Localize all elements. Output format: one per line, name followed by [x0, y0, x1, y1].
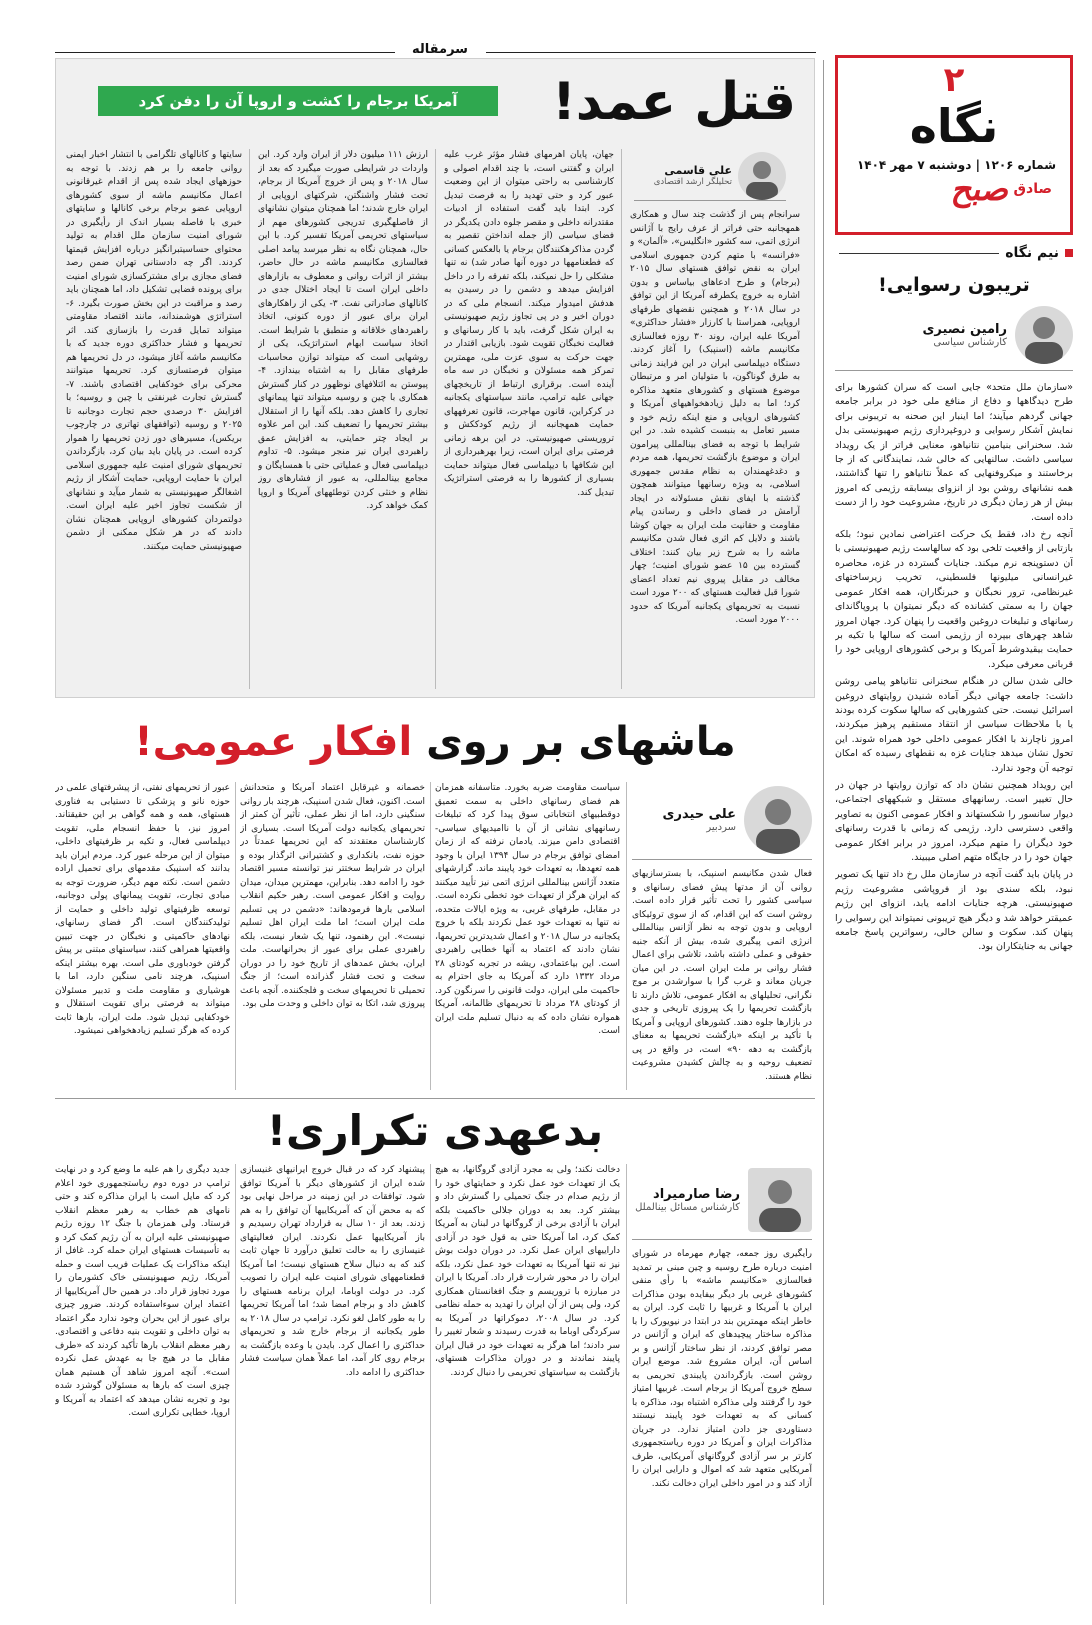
sidebar-paragraph: «سازمان ملل متحد» جایی است که سران کشورها برای طرح دیدگاهها و دفاع از منافع ملی خود در برابر جامعه جهانی گردهم میآیند؛ اما اینبار این صحنه به تریبونی برای نمایش آشکار رسوایی و دروغپردازی رژیم صهیونیستی بدل شد. سخنرانی بنیامین نتانیاهو، معنایی فراتر از یک رویداد سیاسی داشت. سالنهایی که خالی شد، نمایندگانی که از جا برخاستند و میکروفنهایی که عملاً نتانیاهو را تنها گذاشتند، همه نشانهای روشن بود از انزوای بیسابقه رژیمی که امروز بیش از هر زمان دیگری در تاریخ، مشروعیت خود را از دست داده است.: [835, 382, 1073, 523]
editorial-subheadline-bar: [98, 86, 498, 116]
article2-author-name: علی حیدری: [662, 806, 736, 822]
article2-author-role: سردبیر: [706, 821, 736, 833]
editorial-column-2: جهان، پایان اهرمهای فشار مؤثر غرب علیه ایران و گفتنی است، با چند اقدام اصولی و کارشناسی به راحتی میتوان از این وضعیت عبور کرد و حتی تهدید را به فرصت تبدیل کرد. ابتدا باید گفت استفاده از ادبیات مقتدرانه داخلی و مقصر جلوه دادن یکدیگر در فضای سیاسی (از جمله انداختن تقصیر به گردن مذاکرهکنندگان برجام یا بالعکس کسانی که فطعنامهها در دوره آنها صادر شد) نه تنها مشکلی را حل نمیکند، بلکه تفرقه را در داخل افزایش میدهد و دشمن را در رسیدن به هدفش امیدوار میکند. انسجام ملی که در دوران اخیر و در پی تجاوز رژیم صهیونیستی به ایران شکل گرفت، باید با کار رسانهای و فعالیت نخبگان تقویت شود. بازیابی اقتدار در جهت حرکت به سوی عزت ملی، مهمترین تمرکز همه مسئولان و نخبگان در سه ماه آینده است. برقراری ارتباط از تاریخچهای جهانی علیه ترامپ، مانند سیاستهای یکجانبه در کرکراین، قانون مهاجرت، قانون تعرفههای حمایت همهجانبه از رژیم کودککش و تروریستی صهیونیستی. در این برهه زمانی فرصتی برای ایران است، زیرا بهرهبرداری از این شکافها با دیپلماسی فعال میتواند حمایت بسیاری از کشورها را به فرصتی استراتژیک تبدیل کند.: [444, 150, 614, 498]
brand-prefix: صادق: [1013, 181, 1052, 197]
sidebar-paragraph: این رویداد همچنین نشان داد که توازن روایتها در جهان در حال تغییر است. رسانههای مستقل و شبکههای اجتماعی، دیوار سانسور را شکستهاند و افکار عمومی اکنون به تصاویر واقعی دسترسی دارد. رژیمی که زمانی با قدرت رسانهای خود دیگران را متهم میکرد، امروز در برابر افکار عمومی جهان خود را در جایگاه متهم اصلی میبیند.: [835, 779, 1073, 863]
section-tag-label: سرمقاله: [412, 42, 468, 57]
column-divider: [235, 1164, 236, 1604]
article3-column-1: رأیگیری روز جمعه، چهارم مهرماه در شورای امنیت درباره طرح روسیه و چین مبنی بر تمدید فعالسازی «مکانیسم ماشه» با رأی منفی کشورهای غربی بار دیگر بیفایده بودن مذاکرات ایران با آمریکا و غربیها را ثابت کرد. ایران به خاطر اینکه مهمترین بند در ابتدا در نیویورک را با مذاکره ساختار پیچیدهای که ایران و آژانس در مصر توافق کردند، از نظر ساختار آژانس و بر اساس آن، ایران مشروع شد. موضع ایران روشن است. بازگرداندن پایبندی تحریمی به سطح خروج آمریکا از برجام است. غربیها امتیاز خود را گرفتند ولی مذاکره اشتباه بود، مذاکره با کسانی که به تعهدات خود پایبند نیستند دستاوردی جز دادن امتیاز ندارد. در جریان مذاکرات ایران و آمریکا در دوره ریاستجمهوری کارتر بر سر آزادی گروگانهای آمریکایی، طرف آمریکایی متعهد شد که اموال و دارایی ایران را آزاد کند و در امور داخلی ایران دخالت نکند.: [632, 1249, 812, 1489]
sidebar-author-name: رامین نصیری: [922, 322, 1007, 337]
page-number: ۲: [943, 60, 965, 100]
column-divider: [249, 149, 250, 689]
article3-author-role: کارشناس مسائل بینالملل: [635, 1201, 740, 1213]
sidebar-author-role: کارشناس سیاسی: [933, 337, 1007, 348]
article3-headline: بدعهدی تکراری!: [266, 1106, 604, 1155]
sidebar-section-label: نیم نگاه: [1005, 245, 1059, 261]
editorial-author-role: تحلیلگر ارشد اقتصادی: [653, 177, 732, 187]
editorial-headline: قتل عمد!: [552, 72, 796, 132]
sidebar-headline: تریبون رسوایی!: [878, 274, 1030, 296]
person-icon: [748, 1168, 812, 1232]
column-divider: [235, 782, 236, 1090]
brand-logo: [838, 170, 1070, 210]
sidebar-divider: [823, 60, 824, 1605]
sidebar-paragraph: آنچه رخ داد، فقط یک حرکت اعتراضی نمادین نبود؛ بلکه بازتابی از واقعیت تلخی بود که سالهاست رژیم صهیونیستی با آن دستوپنجه نرم میکند. جنایات گسترده در غزه، محاصره غیرانسانی میلیونها فلسطینی، تخریب زیرساختهای غیرنظامی، ترور نخبگان و خبرنگاران، همه افکار عمومی جهان را به سمتی کشانده که دیگر نمیتوان با پروپاگاندای رسانهای و تبلیغات دروغین واقعیت را پنهان کرد. جهان امروز شاهد چهرهای بیپرده از رژیمی است که سالها با تکیه بر حمایت بیقیدوشرط آمریکا و برخی کشورهای اروپایی خود را قربانی معرفی میکرد.: [835, 529, 1073, 670]
sidebar-paragraph: خالی شدن سالن در هنگام سخنرانی نتانیاهو پیامی روشن داشت: جامعه جهانی دیگر آماده شنیدن روایتهای دروغین اسرائیل نیست. حتی کشورهایی که سالها سکوت کرده بودند یا با ملاحظات سیاسی از انتقاد مستقیم پرهیز میکردند، امروز ناچارند با افکار عمومی داخلی خود همراه شوند. این تحول نشان میدهد جنایات غزه به نقطهای رسیده که امکان توجیه آن وجود ندارد.: [835, 676, 1073, 774]
article2-author: [632, 780, 812, 860]
top-divider: [55, 52, 395, 53]
column-divider: [430, 782, 431, 1090]
article3-column-3: پیشنهاد کرد که در قبال خروج ایرانیهای غنیسازی شده ایران از کشورهای دیگر با آمریکا توافق شود. توافقات در این زمینه در مراحل نهایی بود که به محض آن که آمریکاییها آن توافق را به هم زدند. بعد از ۱۰ سال به قرارداد تهران رسیدیم و باز آمریکاییها عمل نکردند. ایران فعالیتهای غنیسازی را به حالت تعلیق درآورد تا جهان ثابت کند که به دنبال سلاح هستهای نیست؛ اما آمریکا قطعنامههای شورای امنیت علیه ایران را تصویب کرد. در دولت اوباما، ایران برنامه هستهای را کاهش داد و برجام امضا شد؛ اما آمریکا تحریمها را به طور کامل لغو نکرد. ترامپ در سال ۲۰۱۸ به طور یکجانبه از برجام خارج شد و تحریمهای حداکثری را اعمال کرد. بایدن با وعده بازگشت به برجام روی کار آمد، اما عملاً همان سیاست فشار حداکثری را ادامه داد.: [240, 1165, 425, 1378]
column-divider: [435, 149, 436, 689]
issue-line: شماره ۱۲۰۶ | دوشنبه ۷ مهر ۱۴۰۴: [856, 158, 1056, 172]
person-icon: [738, 152, 786, 200]
sidebar-paragraph: در پایان باید گفت آنچه در سازمان ملل رخ داد تنها یک تصویر نبود، بلکه سندی بود از فروپاشی مشروعیت رژیم صهیونیستی. هرچه جنایات ادامه یابد، انزوای این رژیم عمیقتر خواهد شد و دیگر هیچ تریبونی نمیتواند این رسوایی را پنهان کند. سکوت و سالن خالی، رسواترین پاسخ جامعه جهانی به جنایتکاران بود.: [835, 869, 1073, 953]
article3-author-name: رضا صارمیراد: [653, 1186, 740, 1202]
column-divider: [430, 1164, 431, 1604]
column-divider: [626, 1164, 627, 1604]
author-avatar: [1015, 306, 1073, 364]
sidebar-body: [835, 381, 1073, 1625]
editorial-column-1: سرانجام پس از گذشت چند سال و همکاری همهجانبه حتی فراتر از عرف رایج با آژانس انرژی اتمی، سه کشور «انگلیس»، «آلمان» و «فرانسه» با متهم کردن جمهوری اسلامی ایران به نقض توافق هستهای سال ۲۰۱۵ (برجام) و طرح ادعاهای بیاساس و بدون اشاره به خروج یکطرفه آمریکا از این توافق در سال ۲۰۱۸ و همچنین نقضهای طرفهای اروپایی، همراستا با کارزار «فشار حداکثری» آمریکا علیه ایران، روند ۳۰ روزه فعالسازی مکانیسم ماشه (اسنپبک) را آغاز کردند. دستگاه دیپلماسی ایران در این فرایند زمانی به طرق گوناگون، با متولیان امر و مرتبطان موضوع هستهای و کشورهای متعهد مذاکره کرد؛ اما به دلیل زیادهخواهیهای آمریکا و کشورهای اروپایی و منع اینکه رژیم خود و مسیر تعامل به بنبست کشیده شد. در این شرایط با توجه به فضای بینالمللی پیرامون ایران و موضوع بازگشت تحریمها، همه مردم و دغدغهمندان به نظام مقدس جمهوری اسلامی، به ویژه رسانهها میتوانند همچون گذشته با ایفای نقش مسئولانه در ایجاد آرامش در فضای داخلی و رساندن پیام مقاومت و حقانیت ملت ایران به جهان کوشا باشند و دلایل کم اثری فعال شدن مکانیسم ماشه را به شرح زیر بیان کنند: اختلاف گسترده بین ۱۵ عضو شورای امنیت؛ چهار مخالف در مقابل پیروی نیم تعداد اعضای شورا قبل فعالیت هستهای که ۲۰۰ مورد است نسبت به تحریمهای یکجانبه آمریکا که حدود ۲۰۰۰ مورد است.: [630, 210, 800, 625]
section-divider: [55, 1098, 815, 1099]
article3-author: [632, 1160, 812, 1240]
editorial-box: [55, 58, 815, 698]
article2-headline-red: افکار عمومی!: [134, 719, 413, 765]
editorial-subheadline: آمریکا برجام را کشت و اروپا آن را دفن کرد: [138, 92, 458, 110]
article2-headline: [55, 712, 815, 772]
red-square-icon: [1065, 249, 1073, 257]
article2-headline-black: ماشهای بر روی: [426, 719, 736, 765]
brand-name: صبح: [950, 170, 1008, 208]
article2-column-4: عبور از تحریمهای نفتی، از پیشرفتهای علمی در حوزه نانو و پزشکی تا دستیابی به فناوری هستهای، همه و همه گواهی بر این حقیقتاند. امروز نیز، با حفظ انسجام ملی، تقویت دیپلماسی فعال، و تکیه بر ظرفیتهای داخلی، میتوان از این مرحله عبور کرد. مردم ایران باید بدانند که اسنپبک مقدمهای برای تحمیل اراده دشمن است. نکته مهم دیگر، ضرورت توجه به مبادی تجارت، تقویت پیمانهای پولی دوجانبه، توسعه ظرفیتهای تولید داخلی و حمایت از تولیدکنندگان است. اگر فضای رسانهای، نهادهای حاکمیتی و نخبگان در جهت تبیین واقعیتها همراهی کنند، سیاستهای مبتنی بر پیش گرفتن خودباوری ملی است. بهره بیشتر اینکه اسنپبک، هرچند نامی سنگین دارد، اما با هوشیاری و مقاومت ملت و تدبیر مسئولان میتواند به فرصتی برای تقویت استقلال و خودکفایی تبدیل شود. ملت ایران، بارها ثابت کرده که هرگز تسلیم زیادهخواهی نمیشود.: [55, 783, 230, 1036]
person-icon: [1015, 306, 1073, 364]
article2-column-2: سیاست مقاومت ضربه بخورد. متأسفانه همزمان هم فضای رسانهای داخلی به سمت تعمیق دوقطبیهای انتخاباتی سوق پیدا کرد که تبلیغات رسانههای نشانی از آن با ناامیدیهای سیاسی-اقتصادی دامن میزند. یادمان نرفته که از زمان امضای توافق برجام در سال ۱۳۹۴ ایران با وجود همه تعهدها، به تعهدات خود پایبند ماند. گزارشهای متعدد آژانس بینالمللی انرژی اتمی نیز تأیید میکنند که ایران هرگز از تعهدات خود تخطی نکرده است. در مقابل، طرفهای غربی، به ویژه ایالات متحده، نه تنها به تعهدات خود عمل نکردند بلکه با خروج یکجانبه در سال ۲۰۱۸ و اعمال شدیدترین تحریمها، نشان دادند که اعتماد به آنها خطایی راهبردی است. این بیاعتمادی، ریشه در تجربه کودتای ۲۸ مرداد ۱۳۳۲ دارد که آمریکا به جای احترام به حاکمیت ملی ایران، دولت قانونی را سرنگون کرد. از کودتای ۲۸ مرداد تا تحریمهای ظالمانه، آمریکا همواره نشان داده که به دنبال تسلیم ملت ایران است.: [435, 783, 620, 1036]
author-avatar: [748, 1168, 812, 1232]
editorial-author-name: علی قاسمی: [664, 164, 732, 177]
sidebar-section-header: [835, 240, 1073, 266]
article2-column-3: خصمانه و غیرقابل اعتماد آمریکا و متحدانش است. اکنون، فعال شدن اسنپبک، هرچند بار روانی سنگینی دارد، اما از نظر عملی، تأثیر آن کمتر از تحریمهای یکجانبه دولت آمریکا است. بسیاری از کارشناسان معتقدند که این تحریمها عمدتاً در حوزه نفت، بانکداری و کشتیرانی اثرگذار بوده و ایران در شرایط سختتر نیز توانسته مسیر اقتصاد خود را ادامه دهد. بنابراین، مهمترین میدان، میدان روایت و افکار عمومی است. رهبر حکیم انقلاب اسلامی بارها فرمودهاند: «دشمن در پی تسلیم ملت ایران است؛ اما ملت ایران اهل تسلیم نیست». این رهنمود، تنها یک شعار نیست، بلکه راهبردی عملی برای عبور از بحرانهاست. ملت ایران، بخش عمدهای از تاریخ خود را در دوران سخت و تحت فشار گذرانده است؛ از جنگ تحمیلی تا تحریمهای سخت و فلجکننده. آنچه باعث پیروزی شد، اتکا به توان داخلی و وحدت ملی بود.: [240, 783, 425, 1009]
editorial-author: [634, 151, 786, 201]
section-name: نگاه: [909, 99, 999, 153]
editorial-column-3: ارزش ۱۱۱ میلیون دلار از ایران وارد کرد. این واردات در شرایطی صورت میگیرد که بعد از سال ۲۰۱۸ و پس از خروج آمریکا از برجام، تحت فشار واشنگتن، شرکتهای اروپایی از ایران خارج شدند؛ اما همچنان میتوان نشانهای از فاصلهگیری تدریجی کشورهای مهم از سیاستهای تحریمی آمریکا تفسیر کرد. با این حال، همچنان نگاه به نظر میرسد پیامد اصلی فعالسازی مکانیسم ماشه در حال حاضر، بیشتر از اثرات روانی و معطوف به بازارهای داخلی ایران است تا ایجاد اختلال جدی در کانالهای صادراتی نفت. ۳- یکی از راهکارهای ایران برای عبور از دوره کنونی، اتخاذ راهبردهای خلاقانه و منطبق با شرایط است. اتخاذ سیاست ابهام استراتژیک، یکی از روشهایی است که میتواند توازن محاسبات طرفهای مقابل را به اشتباه بیندازد. ۴- پیوستن به ائتلافهای نوظهور در کنار گسترش همکاری با چین و روسیه میتواند تنها پیمانهای تجاری را کاهش دهد. بلکه آنها را از استقلال بیشتر تحریمها را تضعیف کند. این امر علاوه بر ایجاد چتر حمایتی، به افزایش عمق راهبردی ایران نیز منجر میشود. ۵- تداوم دیپلماسی فعال و عملیاتی حتی با همسایگان و مجامع بینالمللی، به عبور از فشارهای روز نظام و خنثی کردن توطئههای آمریکا و اروپا کمک خواهد کرد.: [258, 150, 428, 511]
article3-column-2: دخالت نکند؛ ولی به مجرد آزادی گروگانها، به هیچ یک از تعهدات خود عمل نکرد و حمایتهای خود را از رژیم صدام در جنگ تحمیلی را گسترش داد و بیشتر کرد. بعد به دوران جلالی حاکمیت بلکه ایران با آزادی برخی از گروگانها در لبنان به آمریکا کمک کرد، اما آمریکا حتی به قول خود در آزادی داراییهای ایران عمل نکرد. در دوران دولت بوش نیز نه تنها آمریکا به تعهدات خود عمل نکرد، بلکه ایران را در محور شرارت قرار داد. آمریکا با ایران در مبارزه با تروریسم و جنگ افغانستان همکاری کرد، ولی پس از آن ایران را تهدید به حمله نظامی کرد. در سال ۲۰۰۸، دموکراتها در آمریکا به سرکردگی اوباما به قدرت رسیدند و شعار تغییر را سر دادند؛ اما هرگز به تعهدات خود در قبال ایران پایبند نماندند و در دوران مذاکرات هستهای، بازگشت به سیاستهای تحریمی را دنبال کردند.: [435, 1165, 620, 1378]
author-avatar: [744, 786, 812, 854]
sidebar-column: [835, 240, 1073, 1605]
divider-line: [839, 253, 999, 254]
editorial-column-4: سایتها و کانالهای تلگرامی با انتشار اخبار ایمنی روانی جامعه را بر هم زدند. با توجه به حوزههای ایجاد شده پس از اقدام غیرقانونی اعمال مکانیسم ماشه از سوی کشورهای اروپایی عضو برجام برخی کانالها و سایتهای خبری با فاصله بسیار اندک از رأیگیری در شورای امنیت سازمان ملل اقدام به تولید محتوای حساسیتبرانگیز درباره افزایش قیمتها کردند. اگر چه دادستانی تهران ضمن رصد فضای مجازی برای مشترکسازی شورای امنیت برای پرونده قضایی تشکیل داد، اما همچنان باید رصد و مراقبت در این بخش صورت بگیرد. ۶- استراتژی هوشمندانه، مانند اقتصاد مقاومتی میتواند تمایل قدرت را بازسازی کند. اثر تحریمها و فشار حداکثری دوره جدید که با مکانیسم ماشه آغاز میشود، در دل تحریمها هم میتوان فرصتسازی کرد. تحریمها میتوانند محرکی برای خودکفایی اقتصادی باشند. ۷- گسترش تجارت غیرنفتی با چین و روسیه؛ با افزایش ۳۰ درصدی حجم تجارت دوجانبه تا ۲۰۲۵ و روسیه (توافقهای تهاتری در چارچوب بریکس)، مسیرهای دور زدن تحریمها را هموار کرده است. در پایان باید بیان کرد، بازگرداندن تحریمهای شورای امنیت علیه جمهوری اسلامی ایران با حمایت اروپایی، حمایت آشکار از رژیم اشغالگر صهیونیستی به شمار میآید و نشانهای از شکست تجاوز اخیر علیه ایران است. دولتمردان کشورهای اروپایی همچنان نشان دادند که در هر شکل ممکنی از دشمن صهیونیستی حمایت میکنند.: [66, 150, 242, 552]
page-header-box: [835, 55, 1073, 235]
sidebar-author: [835, 306, 1073, 371]
column-divider: [626, 782, 627, 1090]
top-divider: [486, 52, 816, 53]
person-icon: [744, 786, 812, 854]
article2-column-1: فعال شدن مکانیسم اسنپبک، با بسترسازیهای روانی آن از مدتها پیش فضای رسانهای و سیاسی کشور را تحت تأثیر قرار داده است. روشن است که این اقدام، که از سوی تروئیکای اروپایی و بدون توجه به نظر آژانس بینالمللی انرژی اتمی پیگیری شده، بیش از آنکه جنبه حقوقی و عملی داشته باشد، تلاشی برای اعمال فشار روانی بر ملت ایران است. در این میان جریان معاند و غرب گرا با سوارشدن بر موج نگرانی، تحلیلهای به افکار عمومی، تلاش دارند تا بازگشت تحریمها را یک پیروزی تاریخی و جدی در بازارها جلوه دهند. کشورهای اروپایی و آمریکا با تأکید بر اینکه «بازگشت تحریمها به معنای بازگشت به دهه ۹۰» است، در واقع در پی تضعیف روحیه و به چالش کشیدن مشروعیت نظام هستند.: [632, 869, 812, 1082]
column-divider: [621, 149, 622, 689]
author-avatar: [738, 152, 786, 200]
article3-column-4: جدید دیگری را هم علیه ما وضع کرد و در نهایت ترامپ در دوره دوم ریاستجمهوری خود اعلام کرد که مایل است با ایران مذاکره کند و حتی نامهای هم خطاب به رهبر معظم انقلاب فرستاد. ولی همزمان با جنگ ۱۲ روزه رژیم صهیونیستی علیه ایران به آن رژیم کمک کرد و به تأسیسات هستهای ایران حمله کرد. غافل از اینکه مذاکرات یک عملیات فریب است و حمله آمریکا، رژیم صهیونیستی خاک کشورمان را مورد تجاوز قرار داد. در همین حال آمریکاییها از اعتماد ایران سوءاستفاده کردند. ضرور چیزی برای عبور از این بحران وجود ندارد مگر اعتماد به توان داخلی و تقویت بنیه دفاعی و اقتصادی. رهبر معظم انقلاب بارها تأکید کردند که «طرف مقابل ما در هیچ جا به عهدش عمل نکرده است». آنچه امروز شاهد آن هستیم همان چیزی است که بارها به مسئولان گوشزد شده بود و تجربه نشان میدهد که اعتماد به آمریکا و اروپا، خطایی تکراری است.: [55, 1165, 230, 1418]
